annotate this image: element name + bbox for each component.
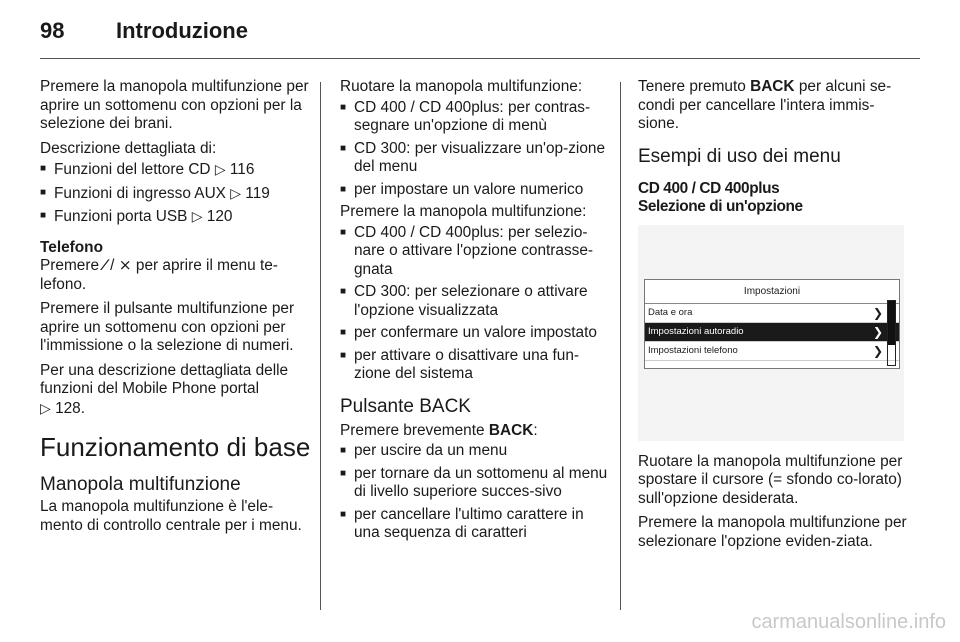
list-item: ■ CD 400 / CD 400plus: per selezio-nare o attivare l'opzione contrasse-gnata [340,224,612,280]
scrollbar-thumb [888,301,895,345]
list-item: ■ CD 400 / CD 400plus: per contras-segnare un'opzione di menù [340,99,612,136]
menu-item: Data e ora ❯ [645,304,899,323]
list-item: ■ CD 300: per selezionare o attivare l'opzione visualizzata [340,283,612,320]
ref-arrow-icon: ▷ [230,184,242,201]
paragraph: Ruotare la manopola multifunzione: [340,78,583,95]
paragraph: La manopola multifunzione è l'ele-mento di controllo centrale per i menu. [40,498,302,534]
list-item: ■ per cancellare l'ultimo carattere in una sequenza di caratteri [340,506,612,543]
subsection-title: Esempi di uso dei menu [638,145,841,167]
section-title: Funzionamento di base [40,432,311,462]
paragraph: Ruotare la manopola multifunzione per spostare il cursore (= sfondo co-lorato) sull'opzione desiderata. [638,452,903,507]
chevron-right-icon: ❯ [872,325,883,339]
subsection-title: Pulsante BACK [340,395,471,417]
paragraph: Premere ∕ / ⨯ per aprire il menu te-lefono. [40,257,278,293]
subsection-heading: Telefono [40,238,103,256]
phone-icon: ∕ [103,257,106,274]
scrollbar [887,300,896,366]
header-rule [40,58,920,59]
chevron-right-icon: ❯ [872,344,883,358]
ref-arrow-icon: ▷ [191,208,203,224]
list-item: ■ per impostare un valore numerico [340,181,612,200]
display-photo [638,225,904,441]
subsection-title: Manopola multifunzione [40,474,241,495]
list-item: ■ Funzioni del lettore CD ▷ 116 [40,160,312,180]
column-2 [340,78,612,547]
list-item: ■ CD 300: per visualizzare un'op-zione del menu [340,140,612,177]
paragraph: Descrizione dettagliata di: [40,139,217,157]
menu-item-selected: Impostazioni autoradio ❯ [645,323,899,342]
watermark: carmanualsonline.info [751,611,946,633]
example-heading: Selezione di un'opzione [638,198,803,215]
column-1 [40,78,312,541]
list-item: ■ per tornare da un sottomenu al menu di livello superiore succes-sivo [340,465,612,502]
paragraph: Premere la manopola multifunzione per aprire un sottomenu con opzioni per la selezione dei brani. [40,78,309,132]
column-divider-1 [320,82,321,610]
list-item: ■ per confermare un valore impostato [340,324,612,343]
radio-display [644,279,900,369]
ref-arrow-icon: ▷ [214,161,226,177]
paragraph: Tenere premuto BACK per alcuni se-condi per cancellare l'intera immis-sione. [638,78,892,132]
list-item: ■ per attivare o disattivare una fun-zione del sistema [340,347,612,384]
list-item: ■ Funzioni porta USB ▷ 120 [40,207,312,227]
paragraph: Premere la manopola multifunzione: [340,203,587,220]
column-divider-2 [620,82,621,610]
column-3 [638,78,910,557]
paragraph: Premere brevemente BACK: [340,421,538,439]
list-item: ■ per uscire da un menu [340,442,612,461]
page-header [40,18,248,44]
phone-off-icon: ⨯ [118,257,132,274]
menu-item: Impostazioni telefono ❯ [645,342,899,361]
list-item: ■ Funzioni di ingresso AUX ▷ 119 [40,184,312,204]
chevron-right-icon: ❯ [872,306,883,320]
page-title: Introduzione [116,18,248,43]
paragraph: Premere la manopola multifunzione per selezionare l'opzione eviden-ziata. [638,514,907,550]
page-number: 98 [40,18,65,43]
ref-arrow-icon: ▷ [40,399,51,416]
display-title: Impostazioni [645,280,899,305]
paragraph: Per una descrizione dettagliata delle funzioni del Mobile Phone portal ▷ 128. [40,361,289,417]
paragraph: Premere il pulsante multifunzione per aprire un sottomenu con opzioni per l'immissione o la selezione di numeri. [40,300,295,354]
model-heading: CD 400 / CD 400plus [638,179,780,197]
